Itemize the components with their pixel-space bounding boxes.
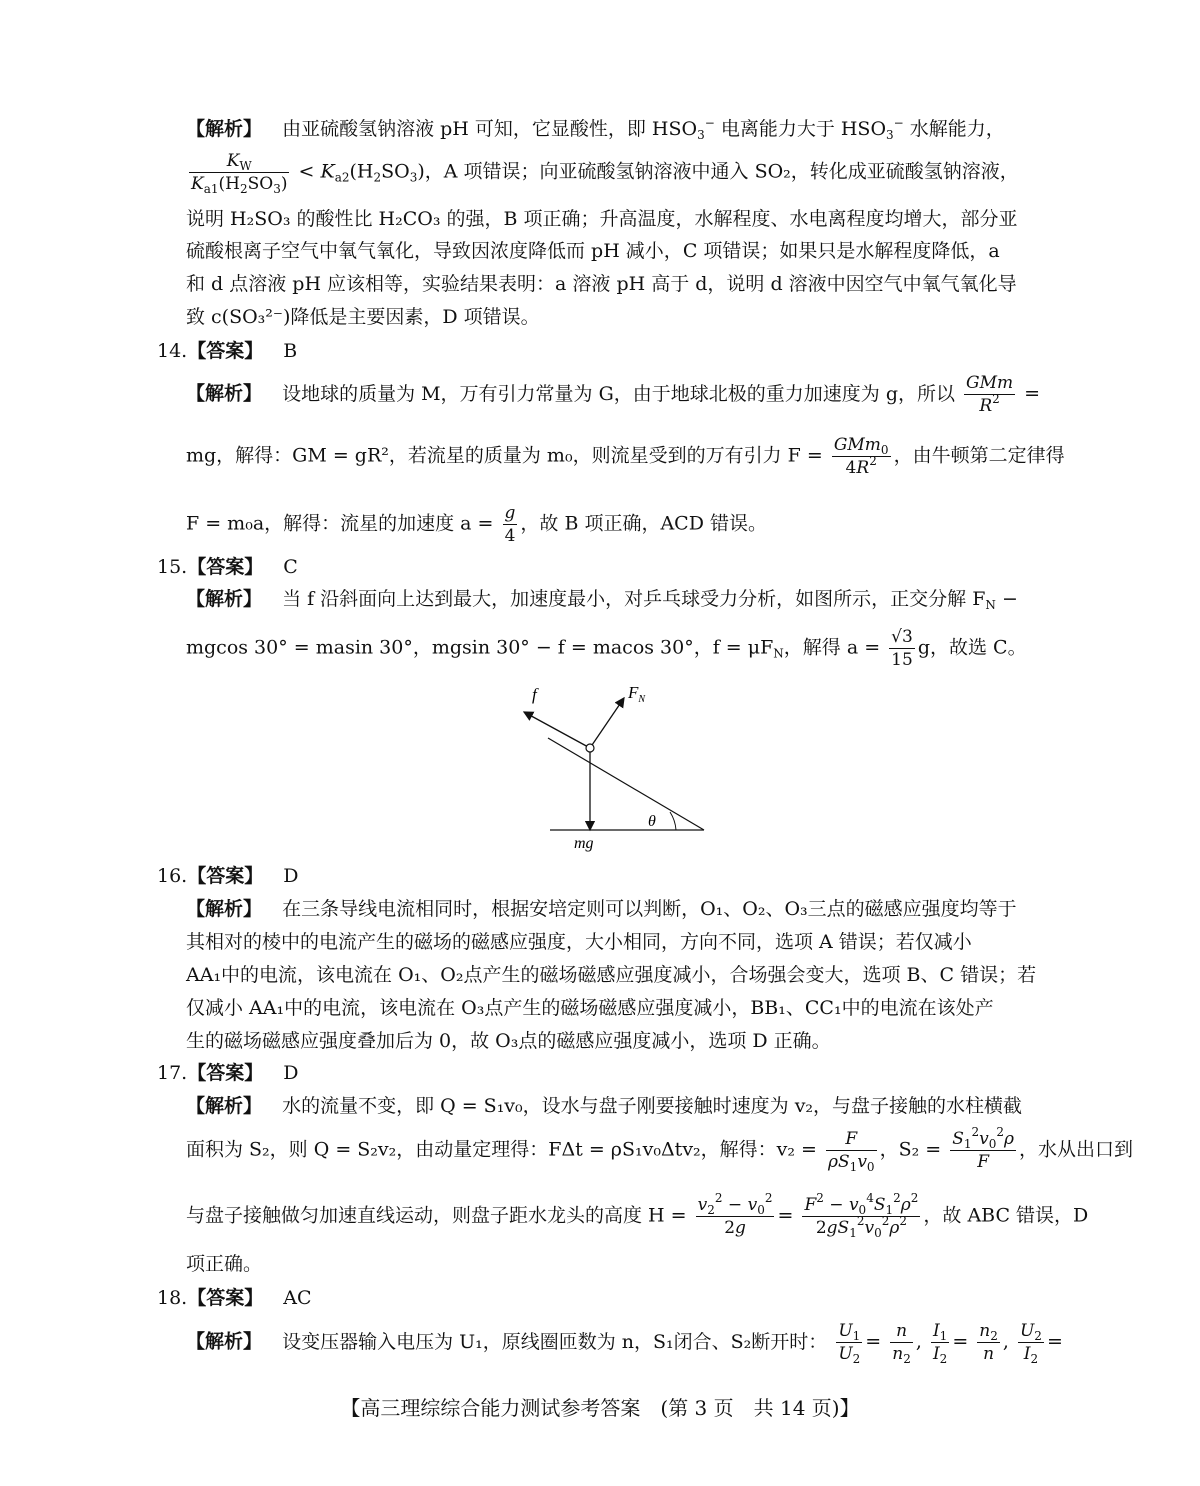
incline-line (548, 738, 704, 830)
q16-line-1: 【解析】 在三条导线电流相同时，根据安培定则可以判断，O₁、O₂、O₃三点的磁感应强度均等于 (186, 898, 1017, 920)
q15-answer-line: 15.【答案】 C (157, 556, 298, 578)
q17-line-1: 【解析】 水的流量不变，即 Q = S₁v₀，设水与盘子刚要接触时速度为 v₂，与盘子接触的水柱横截 (186, 1095, 1023, 1117)
q15-line-1: 【解析】 当 f 沿斜面向上达到最大，加速度最小，对乒乓球受力分析，如图所示，正交分解 $F_N$ − (186, 588, 1018, 612)
q14-line-1: 【解析】 设地球的质量为 M，万有引力常量为 G，由于地球北极的重力加速度为 g，所以 $\frac{\text{GMm}}{R^2}$ = (186, 373, 1041, 416)
q13-line-3: 说明 H₂SO₃ 的酸性比 H₂CO₃ 的强，B 项正确；升高温度，水解程度、水电离程度均增大，部分亚 (186, 208, 1018, 230)
q13-line-6: 致 c(SO₃²⁻)降低是主要因素，D 项错误。 (186, 306, 540, 328)
q17-line-3: 与盘子接触做匀加速直线运动，则盘子距水龙头的高度 H = $\frac{v_2^2 - v_0^2}{2g}$ = $\frac{F^2 - v_0^4S_1^2\rho^2}{2gS_1^2v_0^2\rho^2}$ ，故 ABC 错误，D (186, 1191, 1089, 1240)
label-fn: $F_N$ (628, 683, 646, 705)
kw-ka1-fraction: $\frac{K_W}{K_{a1}(H_2SO_3)}$ (191, 151, 288, 196)
incline-force-diagram (510, 676, 730, 856)
q17-line-2: 面积为 S₂，则 Q = S₂v₂，由动量定理得：FΔt = ρS₁v₀Δtv₂，解得：v₂ = $\frac{F}{\rho S_1v_0}$ ，S₂ = $\frac{S_1^2v_0^2\rho}{F}$ ，水从出口到 (186, 1125, 1134, 1174)
q14-line-2: mg，解得：GM = gR²，若流星的质量为 m₀，则流星受到的万有引力 F = $\frac{GMm_0}{4R^2}$ ，由牛顿第二定律得 (186, 435, 1065, 478)
q15-line-2: mgcos 30° = masin 30°，mgsin 30° − f = macos 30°，$f = \mu F_N$，解得 a = $\frac{√3}{15}$ g，故选 C。 (186, 627, 1027, 670)
label-theta: θ (648, 813, 656, 830)
page-footer: 【高三理综综合能力测试参考答案 (第 3 页 共 14 页)】 (340, 1396, 860, 1420)
q16-line-2: 其相对的棱中的电流产生的磁场的磁感应强度，大小相同，方向不同，选项 A 错误；若仅减小 (186, 931, 972, 953)
q17-answer-line: 17.【答案】 D (157, 1062, 299, 1084)
q18-answer-line: 18.【答案】 AC (157, 1287, 312, 1309)
q13-line-1: 【解析】 由亚硫酸氢钠溶液 pH 可知，它显酸性，即 $HSO_3^-$ 电离能力大于 $HSO_3^-$ 水解能力， (186, 116, 1005, 142)
analysis-label: 【解析】 (186, 118, 263, 140)
q13-line-4: 硫酸根离子空气中氧气氧化，导致因浓度降低而 pH 减小，C 项错误；如果只是水解程度降低，a (186, 240, 1000, 262)
q14-line-3: F = m₀a，解得：流星的加速度 a = $\frac{g}{4}$ ，故 B 项正确，ACD 错误。 (186, 503, 767, 546)
q13-line-2: $\frac{K_W}{K_{a1}(H_2SO_3)}$ < $K_{a2}(H_2SO_3)$，A 项错误；向亚硫酸氢钠溶液中通入 SO₂，转化成亚硫酸氢钠溶液， (191, 151, 1019, 196)
q14-answer-line: 14.【答案】 B (157, 340, 298, 362)
ball (586, 744, 594, 752)
q16-line-3: AA₁中的电流，该电流在 O₁、O₂点产生的磁场磁感应强度减小，合场强会变大，选项 B、C 错误；若 (186, 964, 1037, 986)
question-number: 14. (157, 340, 188, 362)
label-f: f (532, 685, 537, 704)
q17-line-4: 项正确。 (186, 1253, 263, 1275)
q16-answer-line: 16.【答案】 D (157, 865, 299, 887)
q16-line-5: 生的磁场磁感应强度叠加后为 0，故 O₃点的磁感应强度减小，选项 D 正确。 (186, 1030, 831, 1052)
angle-arc (670, 812, 676, 830)
answer-value: B (283, 340, 298, 362)
normal-force-arrow (590, 698, 624, 748)
label-mg: mg (574, 835, 594, 852)
q18-line-1: 【解析】 设变压器输入电压为 U₁，原线圈匝数为 n，S₁闭合、S₂断开时： $\frac{U_1}{U_2}$ = $\frac{n}{n_2}$ , $\frac{I_1}{I_2}$ = $\frac{n_2}{n}$ , $\frac{U_2}{I_2}$ = (186, 1321, 1063, 1366)
q13-line-5: 和 d 点溶液 pH 应该相等，实验结果表明：a 溶液 pH 高于 d，说明 d 溶液中因空气中氧气氧化导 (186, 273, 1017, 295)
q16-line-4: 仅减小 AA₁中的电流，该电流在 O₃点产生的磁场磁感应强度减小，BB₁、CC₁中的电流在该处产 (186, 997, 994, 1019)
friction-arrow (524, 712, 590, 748)
